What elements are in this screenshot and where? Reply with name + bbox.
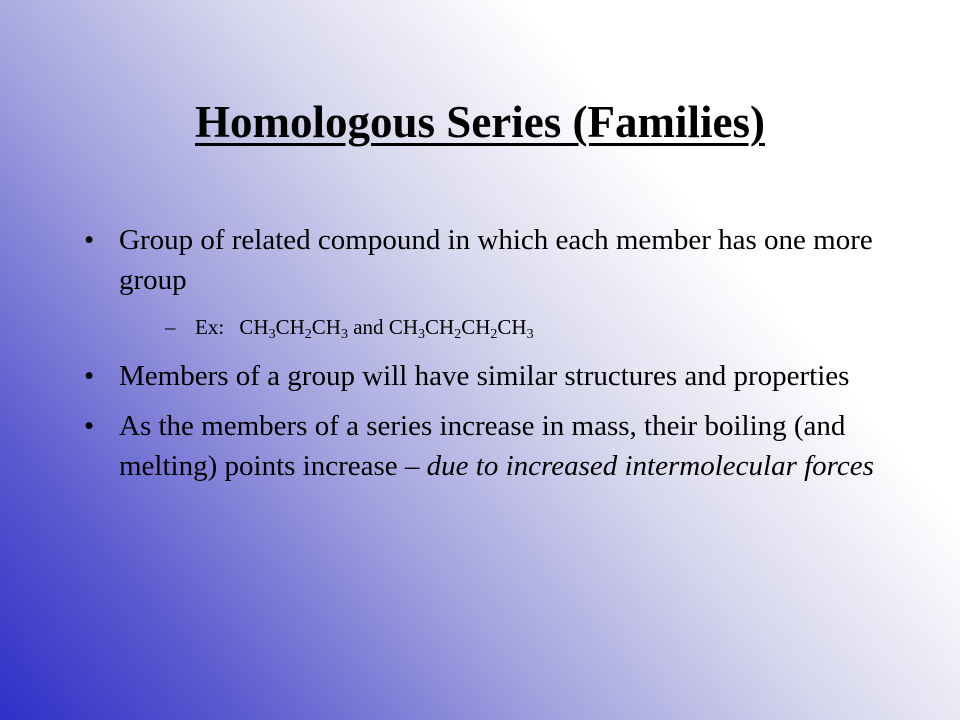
formula-subscript: 3 xyxy=(526,327,534,342)
bullet-text-1: Group of related compound in which each member has one more group xyxy=(119,224,873,296)
bullet-text-2: Members of a group will have similar structures and properties xyxy=(119,360,850,392)
example-prefix: Ex: xyxy=(195,315,225,339)
formula-propane: $CH_3CH_2CH_3$ xyxy=(239,315,348,342)
example-connector: and xyxy=(353,315,384,339)
formula-subscript: 2 xyxy=(490,327,498,342)
bullet-text-3: As the members of a series increase in mass, their boiling (and melting) points increase – xyxy=(119,410,846,482)
bullet-icon: • xyxy=(84,410,95,442)
formula-subscript: 2 xyxy=(304,327,312,342)
bullet-item-3 xyxy=(84,406,874,486)
formula-subscript: 3 xyxy=(418,327,425,342)
formula-butane: $CH_3CH_2CH_2CH_3$ xyxy=(388,315,534,342)
bullet-text-3-italic: due to increased intermolecular forces xyxy=(426,450,874,482)
bullet-list xyxy=(84,220,874,496)
bullet-item-2 xyxy=(84,356,874,396)
sub-bullet-item xyxy=(119,312,874,342)
formula-subscript: 3 xyxy=(340,327,348,342)
slide-title: Homologous Series (Families) xyxy=(195,97,765,147)
formula-subscript: 3 xyxy=(268,327,276,342)
sub-bullet-icon: – xyxy=(165,315,176,339)
bullet-icon: • xyxy=(84,360,95,392)
formula-subscript: 2 xyxy=(454,327,462,342)
bullet-icon: • xyxy=(84,224,95,256)
bullet-item-1 xyxy=(84,220,874,342)
